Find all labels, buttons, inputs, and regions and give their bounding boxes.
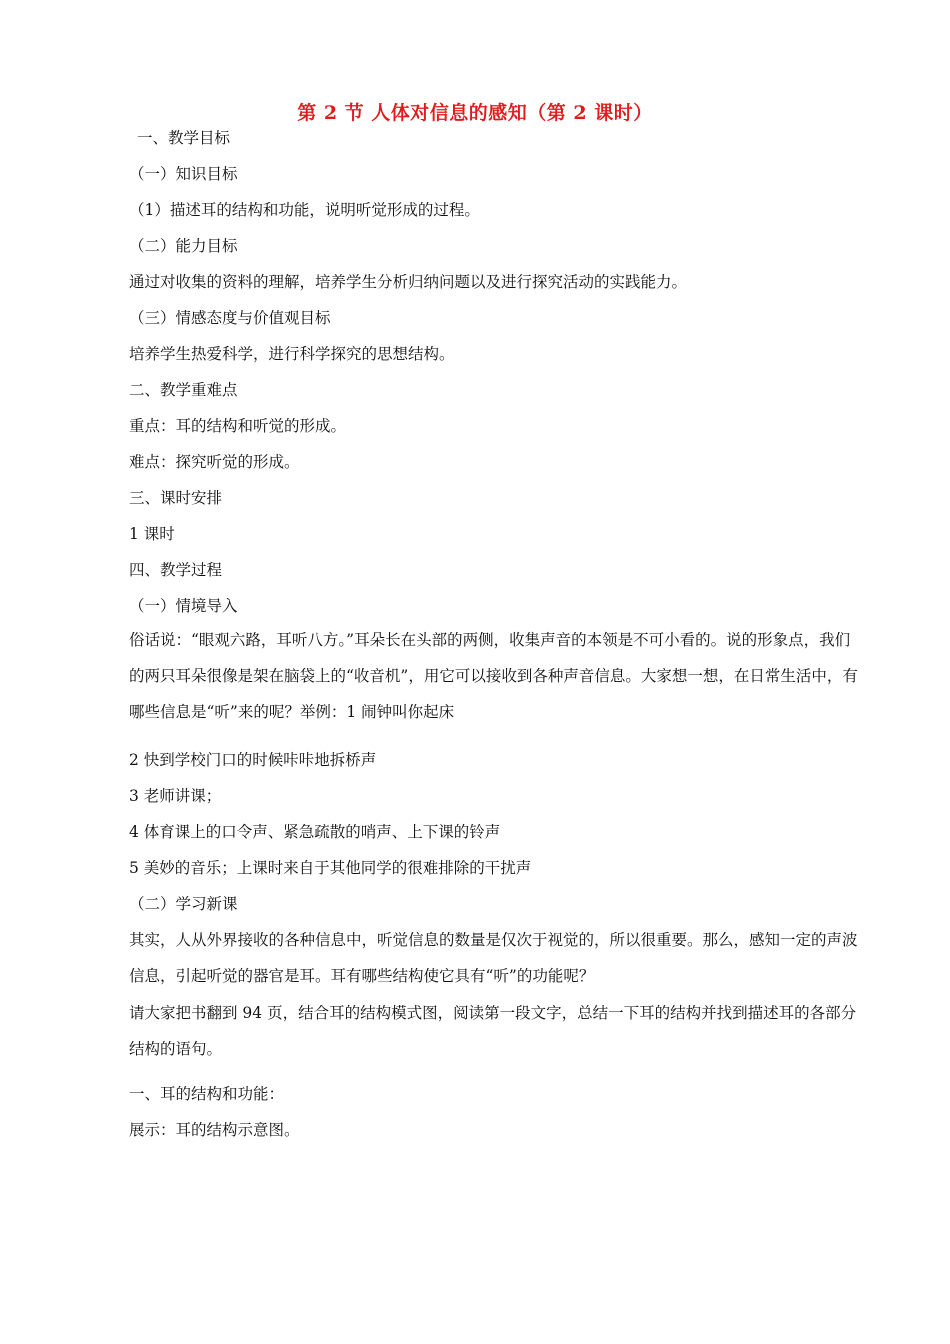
heading-key-points: 二、教学重难点 (129, 381, 238, 399)
heading-schedule: 三、课时安排 (129, 489, 223, 507)
reading-task-paragraph (96, 995, 864, 1067)
knowledge-goal-item: （1）描述耳的结构和功能，说明听觉形成的过程。 (129, 201, 480, 219)
introduction-paragraph (96, 622, 864, 730)
ear-structure-heading: 一、耳的结构和功能： (129, 1085, 285, 1103)
list-item: 2 快到学校门口的时候咔咔地拆桥声 (129, 751, 377, 769)
new-lesson-paragraph-text: 其实，人从外界接收的各种信息中，听觉信息的数量是仅次于视觉的，所以很重要。那么，感知一定的声波信息，引起听觉的器官是耳。耳有哪些结构使它具有“听”的功能呢？ (129, 931, 858, 985)
ability-goal-text: 通过对收集的资料的理解，培养学生分析归纳问题以及进行探究活动的实践能力。 (129, 273, 688, 291)
new-lesson-paragraph (96, 922, 864, 994)
key-point-text: 重点：耳的结构和听觉的形成。 (129, 417, 347, 435)
subheading-introduction: （一）情境导入 (129, 597, 238, 615)
subheading-new-lesson: （二）学习新课 (129, 895, 238, 913)
reading-task-paragraph-text: 请大家把书翻到 94 页，结合耳的结构模式图，阅读第一段文字，总结一下耳的结构并找到描述耳的各部分结构的语句。 (129, 1004, 857, 1058)
introduction-paragraph-text: 俗话说：“眼观六路，耳听八方。”耳朵长在头部的两侧，收集声音的本领是不可小看的。说的形象点，我们的两只耳朵很像是架在脑袋上的“收音机”，用它可以接收到各种声音信息。大家想一想，在日常生活中，有哪些信息是“听”来的呢？举例：1 闹钟叫你起床 (129, 631, 858, 721)
schedule-text: 1 课时 (129, 525, 175, 543)
subheading-ability-goal: （二）能力目标 (129, 237, 238, 255)
heading-teaching-goals: 一、教学目标 (137, 129, 231, 147)
heading-teaching-process: 四、教学过程 (129, 561, 223, 579)
ear-structure-display-text: 展示：耳的结构示意图。 (129, 1121, 300, 1139)
list-item: 5 美妙的音乐；上课时来自于其他同学的很难排除的干扰声 (129, 859, 532, 877)
difficult-point-text: 难点：探究听觉的形成。 (129, 453, 300, 471)
document-title: 第 2 节 人体对信息的感知（第 2 课时） (297, 102, 653, 124)
list-item: 4 体育课上的口令声、紧急疏散的哨声、上下课的铃声 (129, 823, 501, 841)
attitude-goal-text: 培养学生热爱科学，进行科学探究的思想结构。 (129, 345, 455, 363)
subheading-attitude-goal: （三）情感态度与价值观目标 (129, 309, 331, 327)
subheading-knowledge-goal: （一）知识目标 (129, 165, 238, 183)
list-item: 3 老师讲课； (129, 787, 222, 805)
